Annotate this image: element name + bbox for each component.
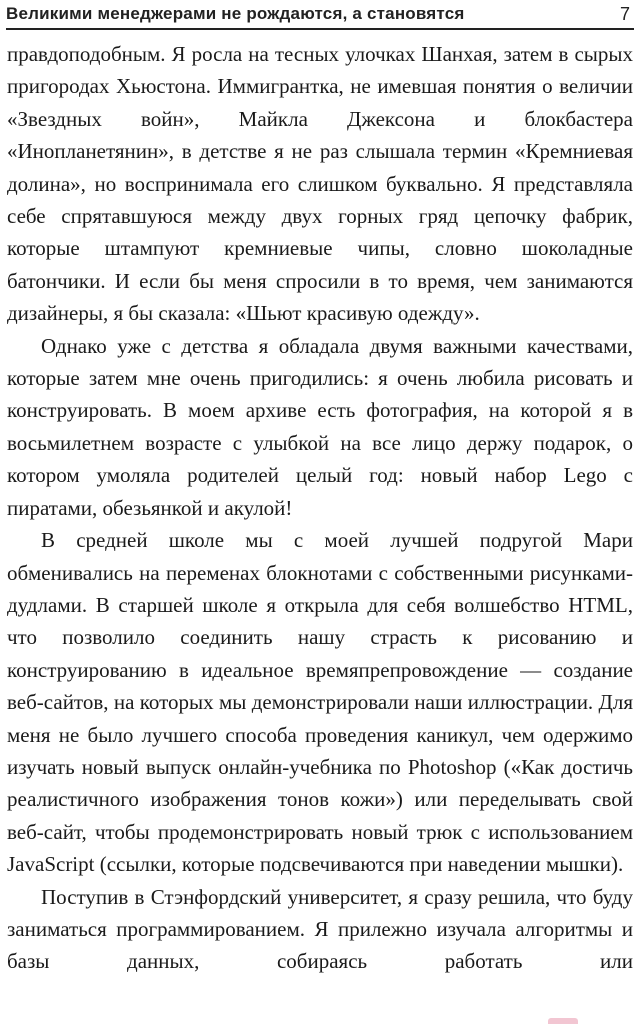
page-number: 7 (619, 3, 630, 24)
body-text (7, 38, 633, 978)
corner-mark (548, 1018, 578, 1024)
paragraph-4: Поступив в Стэнфордский университет, я сразу решила, что буду заниматься программированием. Я прилежно изучала алгоритмы и базы данных, собираясь работать или (7, 884, 633, 974)
paragraph-1: правдоподобным. Я росла на тесных улочках Шанхая, затем в сырых пригородах Хьюстона. Иммигрантка, не имевшая понятия о величии «Звездных войн», Майкла Джексона и блокбастера «Инопланетянин», в детстве я не раз слышала термин «Кремниевая долина», но воспринимала его слишком буквально. Я представляла себе спрятавшуюся между двух горных гряд цепочку фабрик, которые штампуют кремниевые чипы, словно шоколадные батончики. И если бы меня спросили в то время, чем занимаются дизайнеры, я бы сказала: «Шьют красивую одежду». (7, 42, 633, 326)
paragraph-3: В средней школе мы с моей лучшей подругой Мари обменивались на переменах блокнотами с собственными рисунками-дудлами. В старшей школе я открыла для себя волшебство HTML, что позволило соединить нашу страсть к рисованию и конструированию в идеальное времяпрепровождение — создание веб-сайтов, на которых мы демонстрировали наши иллюстрации. Для меня не было лучшего способа проведения каникул, чем одержимо изучать новый выпуск онлайн-учебника по Photoshop («Как достичь реалистичного изображения тонов кожи») или переделывать свой веб-сайт, чтобы продемонстрировать новый трюк с использованием JavaScript (ссылки, которые подсвечиваются при наведении мышки). (7, 528, 633, 877)
paragraph-2: Однако уже с детства я обладала двумя важными качествами, которые затем мне очень пригодились: я очень любила рисовать и конструировать. В моем архиве есть фотография, на которой я в восьмилетнем возрасте с улыбкой на все лицо держу подарок, о котором умоляла родителей целый год: новый набор Lego с пиратами, обезьянкой и акулой! (7, 333, 633, 520)
running-title: Великими менеджерами не рождаются, а становятся (6, 4, 465, 23)
running-head (6, 0, 634, 30)
